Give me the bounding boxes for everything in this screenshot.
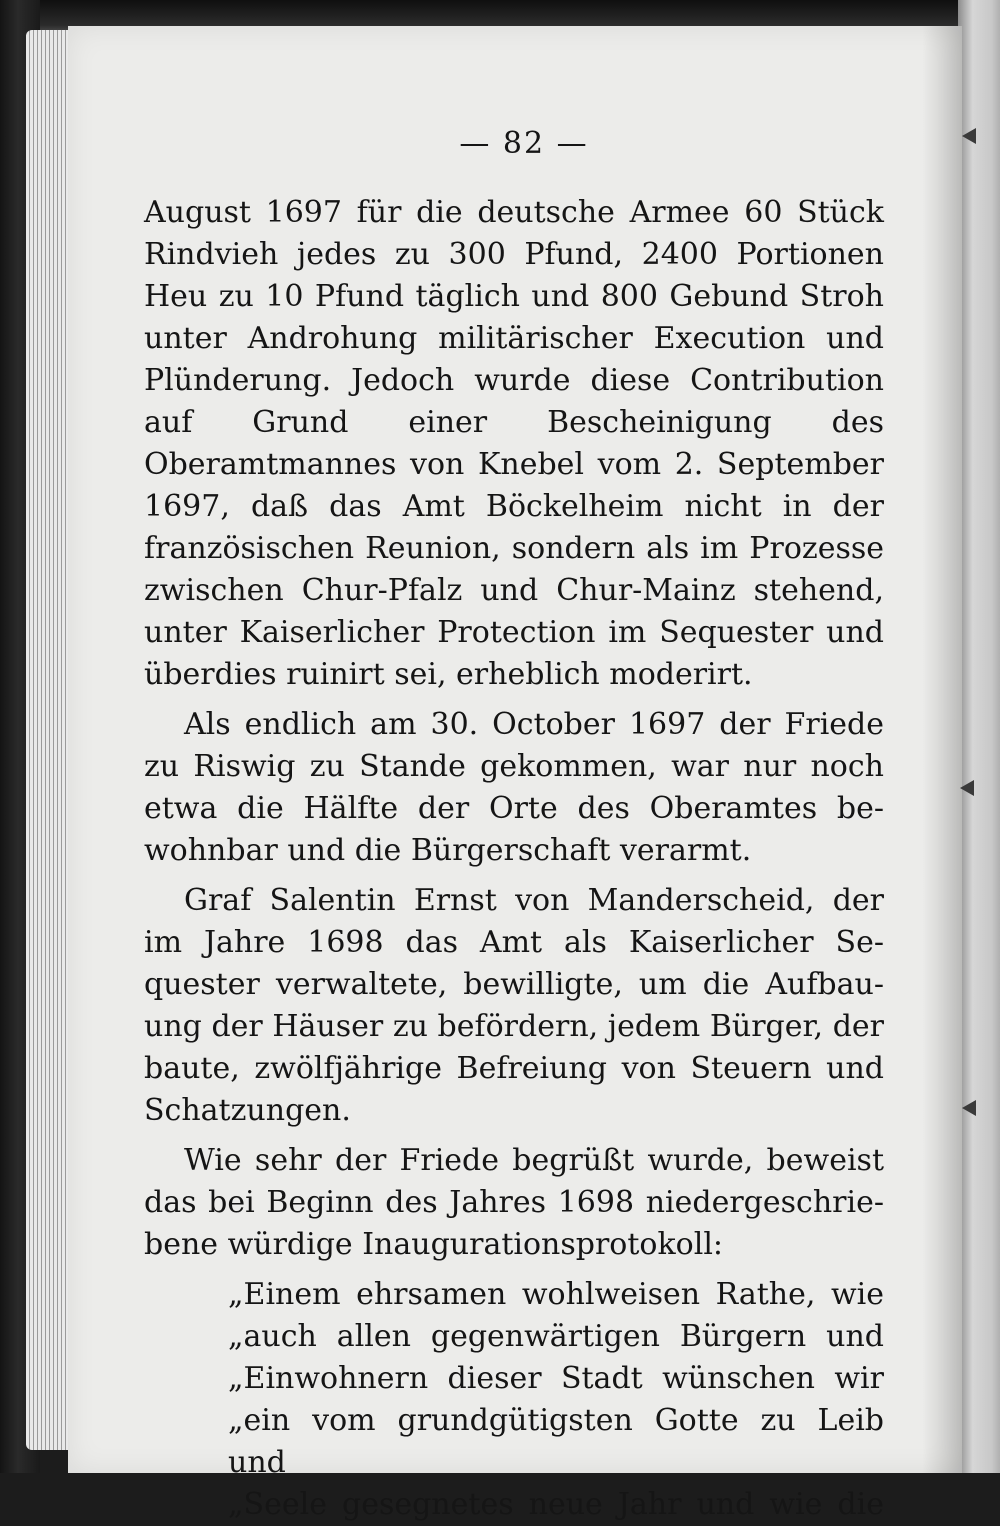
page-edges xyxy=(26,30,74,1450)
page-tab-marker xyxy=(962,128,976,144)
paragraph: Graf Salentin Ernst von Manderscheid, der im Jahre 1698 das Amt als Kaiserlicher Sequester verwaltete, bewilligte, um die Aufbauung der Häuser zu befördern, jedem Bürger, der baute, zwölfjährige Befreiung von Steuern und Schatzungen. xyxy=(144,883,884,1128)
quote-line: „Seele gesegnetes neue Jahr und wie die xyxy=(228,1487,884,1522)
quote-line: „ein vom grundgütigsten Gotte zu Leib und xyxy=(228,1403,884,1480)
paragraph: Als endlich am 30. October 1697 der Friede zu Riswig zu Stande gekommen, war nur noch etwa die Hälfte der Orte des Oberamtes bewohnbar und die Bürgerschaft verarmt. xyxy=(144,707,884,868)
paragraph-continued: August 1697 für die deutsche Armee 60 Stück Rindvieh jedes zu 300 Pfund, 2400 Portionen Heu zu 10 Pfund täglich und 800 Gebund Stroh unter Androhung militärischer Execution und Plünderung. Jedoch wurde diese Contribution auf Grund einer Bescheinigung des Oberamtmannes von Knebel vom 2. September 1697, daß das Amt Böckelheim nicht in der französischen Reunion, sondern als im Prozesse zwischen Chur-Pfalz und Chur-Mainz stehend, unter Kaiserlicher Protection im Sequester und überdies ruinirt sei, erheblich moderirt. xyxy=(144,195,884,692)
book-page xyxy=(68,26,962,1522)
quotation xyxy=(144,1274,884,1526)
quote-line: „Einem ehrsamen wohlweisen Rathe, wie xyxy=(228,1277,884,1312)
page-number: — 82 — xyxy=(459,126,589,161)
paragraph: Wie sehr der Friede begrüßt wurde, beweist das bei Beginn des Jahres 1698 niedergeschriebene würdige Inaugurationsprotokoll: xyxy=(144,1143,884,1262)
gutter-shadow xyxy=(922,26,962,1473)
page-text xyxy=(144,124,884,1526)
quote-line: „Einwohnern dieser Stadt wünschen wir xyxy=(228,1361,884,1396)
page-tab-marker xyxy=(960,780,974,796)
quote-line: „auch allen gegenwärtigen Bürgern und xyxy=(228,1319,884,1354)
page-tab-marker xyxy=(962,1100,976,1116)
facing-page-edge xyxy=(958,0,1000,1473)
